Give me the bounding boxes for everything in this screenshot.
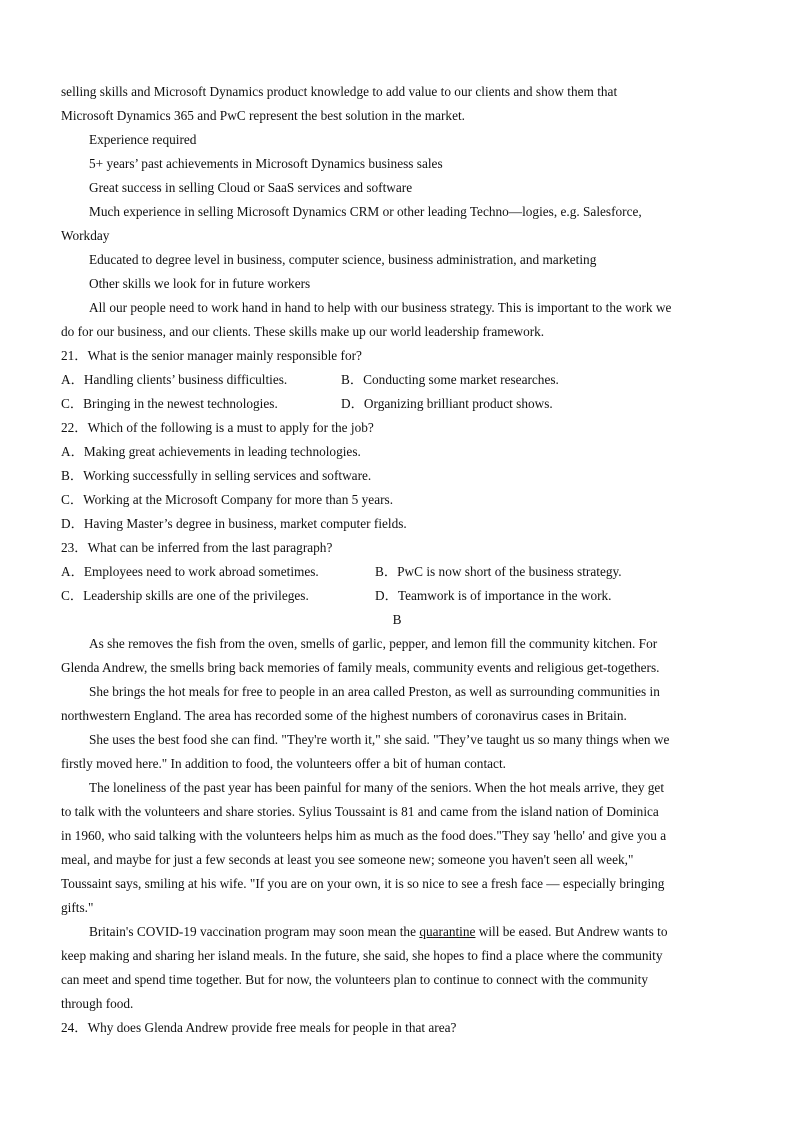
- question-21-options-row: [61, 368, 733, 392]
- option-c: C．Leadership skills are one of the privileges.: [61, 588, 309, 603]
- paragraph-line: She uses the best food she can find. "They're worth it," she said. "They’ve taught us so many things when we: [89, 732, 670, 747]
- question-21-options-row: [61, 392, 733, 416]
- document-page: [61, 80, 733, 1040]
- underlined-word-quarantine: quarantine: [419, 924, 476, 939]
- option-c: C．Bringing in the newest technologies.: [61, 396, 278, 411]
- question-23-options-row: [61, 560, 733, 584]
- paragraph-line: to talk with the volunteers and share stories. Sylius Toussaint is 81 and came from the island nation of Dominica: [61, 804, 659, 819]
- option-a: A．Employees need to work abroad sometimes.: [61, 564, 319, 579]
- section-heading-b: B: [392, 612, 402, 627]
- paragraph-line: The loneliness of the past year has been painful for many of the seniors. When the hot meals arrive, they get: [89, 780, 665, 795]
- paragraph-line: meal, and maybe for just a few seconds at least you see someone new; someone you haven't seen all week,": [61, 852, 634, 867]
- paragraph-line: can meet and spend time together. But for now, the volunteers plan to continue to connect with the community: [61, 972, 649, 987]
- experience-item: Great success in selling Cloud or SaaS services and software: [89, 180, 413, 195]
- text-run: will be eased. But Andrew wants to: [475, 924, 668, 939]
- paragraph-line: Toussaint says, smiling at his wife. "If you are on your own, it is so nice to see a fresh face — especially bringing: [61, 876, 665, 891]
- option-c: C．Working at the Microsoft Company for more than 5 years.: [61, 492, 394, 507]
- question-23-stem: 23．What can be inferred from the last paragraph?: [61, 540, 333, 555]
- paragraph-line: selling skills and Microsoft Dynamics product knowledge to add value to our clients and show them that: [61, 84, 618, 99]
- option-d: D．Organizing brilliant product shows.: [341, 396, 553, 411]
- option-d: D．Teamwork is of importance in the work.: [375, 588, 612, 603]
- experience-item-cont: Workday: [61, 228, 110, 243]
- paragraph-line: gifts.": [61, 900, 94, 915]
- paragraph-line: through food.: [61, 996, 134, 1011]
- experience-item: 5+ years’ past achievements in Microsoft Dynamics business sales: [89, 156, 443, 171]
- question-22-stem: 22．Which of the following is a must to apply for the job?: [61, 420, 374, 435]
- text-run: Britain's COVID-19 vaccination program may soon mean the: [89, 924, 420, 939]
- paragraph-line: Glenda Andrew, the smells bring back memories of family meals, community events and religious get-togethers.: [61, 660, 660, 675]
- question-24-stem: 24．Why does Glenda Andrew provide free meals for people in that area?: [61, 1020, 457, 1035]
- option-a: A．Handling clients’ business difficulties.: [61, 372, 288, 387]
- paragraph-line: [61, 920, 733, 944]
- paragraph-line: All our people need to work hand in hand to help with our business strategy. This is important to the work we: [89, 300, 672, 315]
- option-d: D．Having Master’s degree in business, market computer fields.: [61, 516, 407, 531]
- paragraph-line: in 1960, who said talking with the volunteers helps him as much as the food does."They say 'hello' and give you a: [61, 828, 667, 843]
- paragraph-line: keep making and sharing her island meals. In the future, she said, she hopes to find a place where the community: [61, 948, 663, 963]
- option-b: B．Working successfully in selling services and software.: [61, 468, 372, 483]
- option-a: A．Making great achievements in leading technologies.: [61, 444, 361, 459]
- paragraph-line: She brings the hot meals for free to people in an area called Preston, as well as surrounding communities in: [89, 684, 660, 699]
- paragraph-line: do for our business, and our clients. These skills make up our world leadership framework.: [61, 324, 545, 339]
- experience-heading: Experience required: [89, 132, 197, 147]
- question-21-stem: 21．What is the senior manager mainly responsible for?: [61, 348, 362, 363]
- option-b: B．PwC is now short of the business strategy.: [375, 564, 622, 579]
- option-b: B．Conducting some market researches.: [341, 372, 559, 387]
- paragraph-line: northwestern England. The area has recorded some of the highest numbers of coronavirus cases in Britain.: [61, 708, 627, 723]
- skills-heading: Other skills we look for in future workers: [89, 276, 311, 291]
- experience-item: Educated to degree level in business, computer science, business administration, and marketing: [89, 252, 597, 267]
- paragraph-line: Microsoft Dynamics 365 and PwC represent the best solution in the market.: [61, 108, 466, 123]
- experience-item: Much experience in selling Microsoft Dynamics CRM or other leading Techno—logies, e.g. Salesforce,: [89, 204, 642, 219]
- paragraph-line: firstly moved here." In addition to food, the volunteers offer a bit of human contact.: [61, 756, 506, 771]
- question-23-options-row: [61, 584, 733, 608]
- paragraph-line: As she removes the fish from the oven, smells of garlic, pepper, and lemon fill the community kitchen. For: [89, 636, 658, 651]
